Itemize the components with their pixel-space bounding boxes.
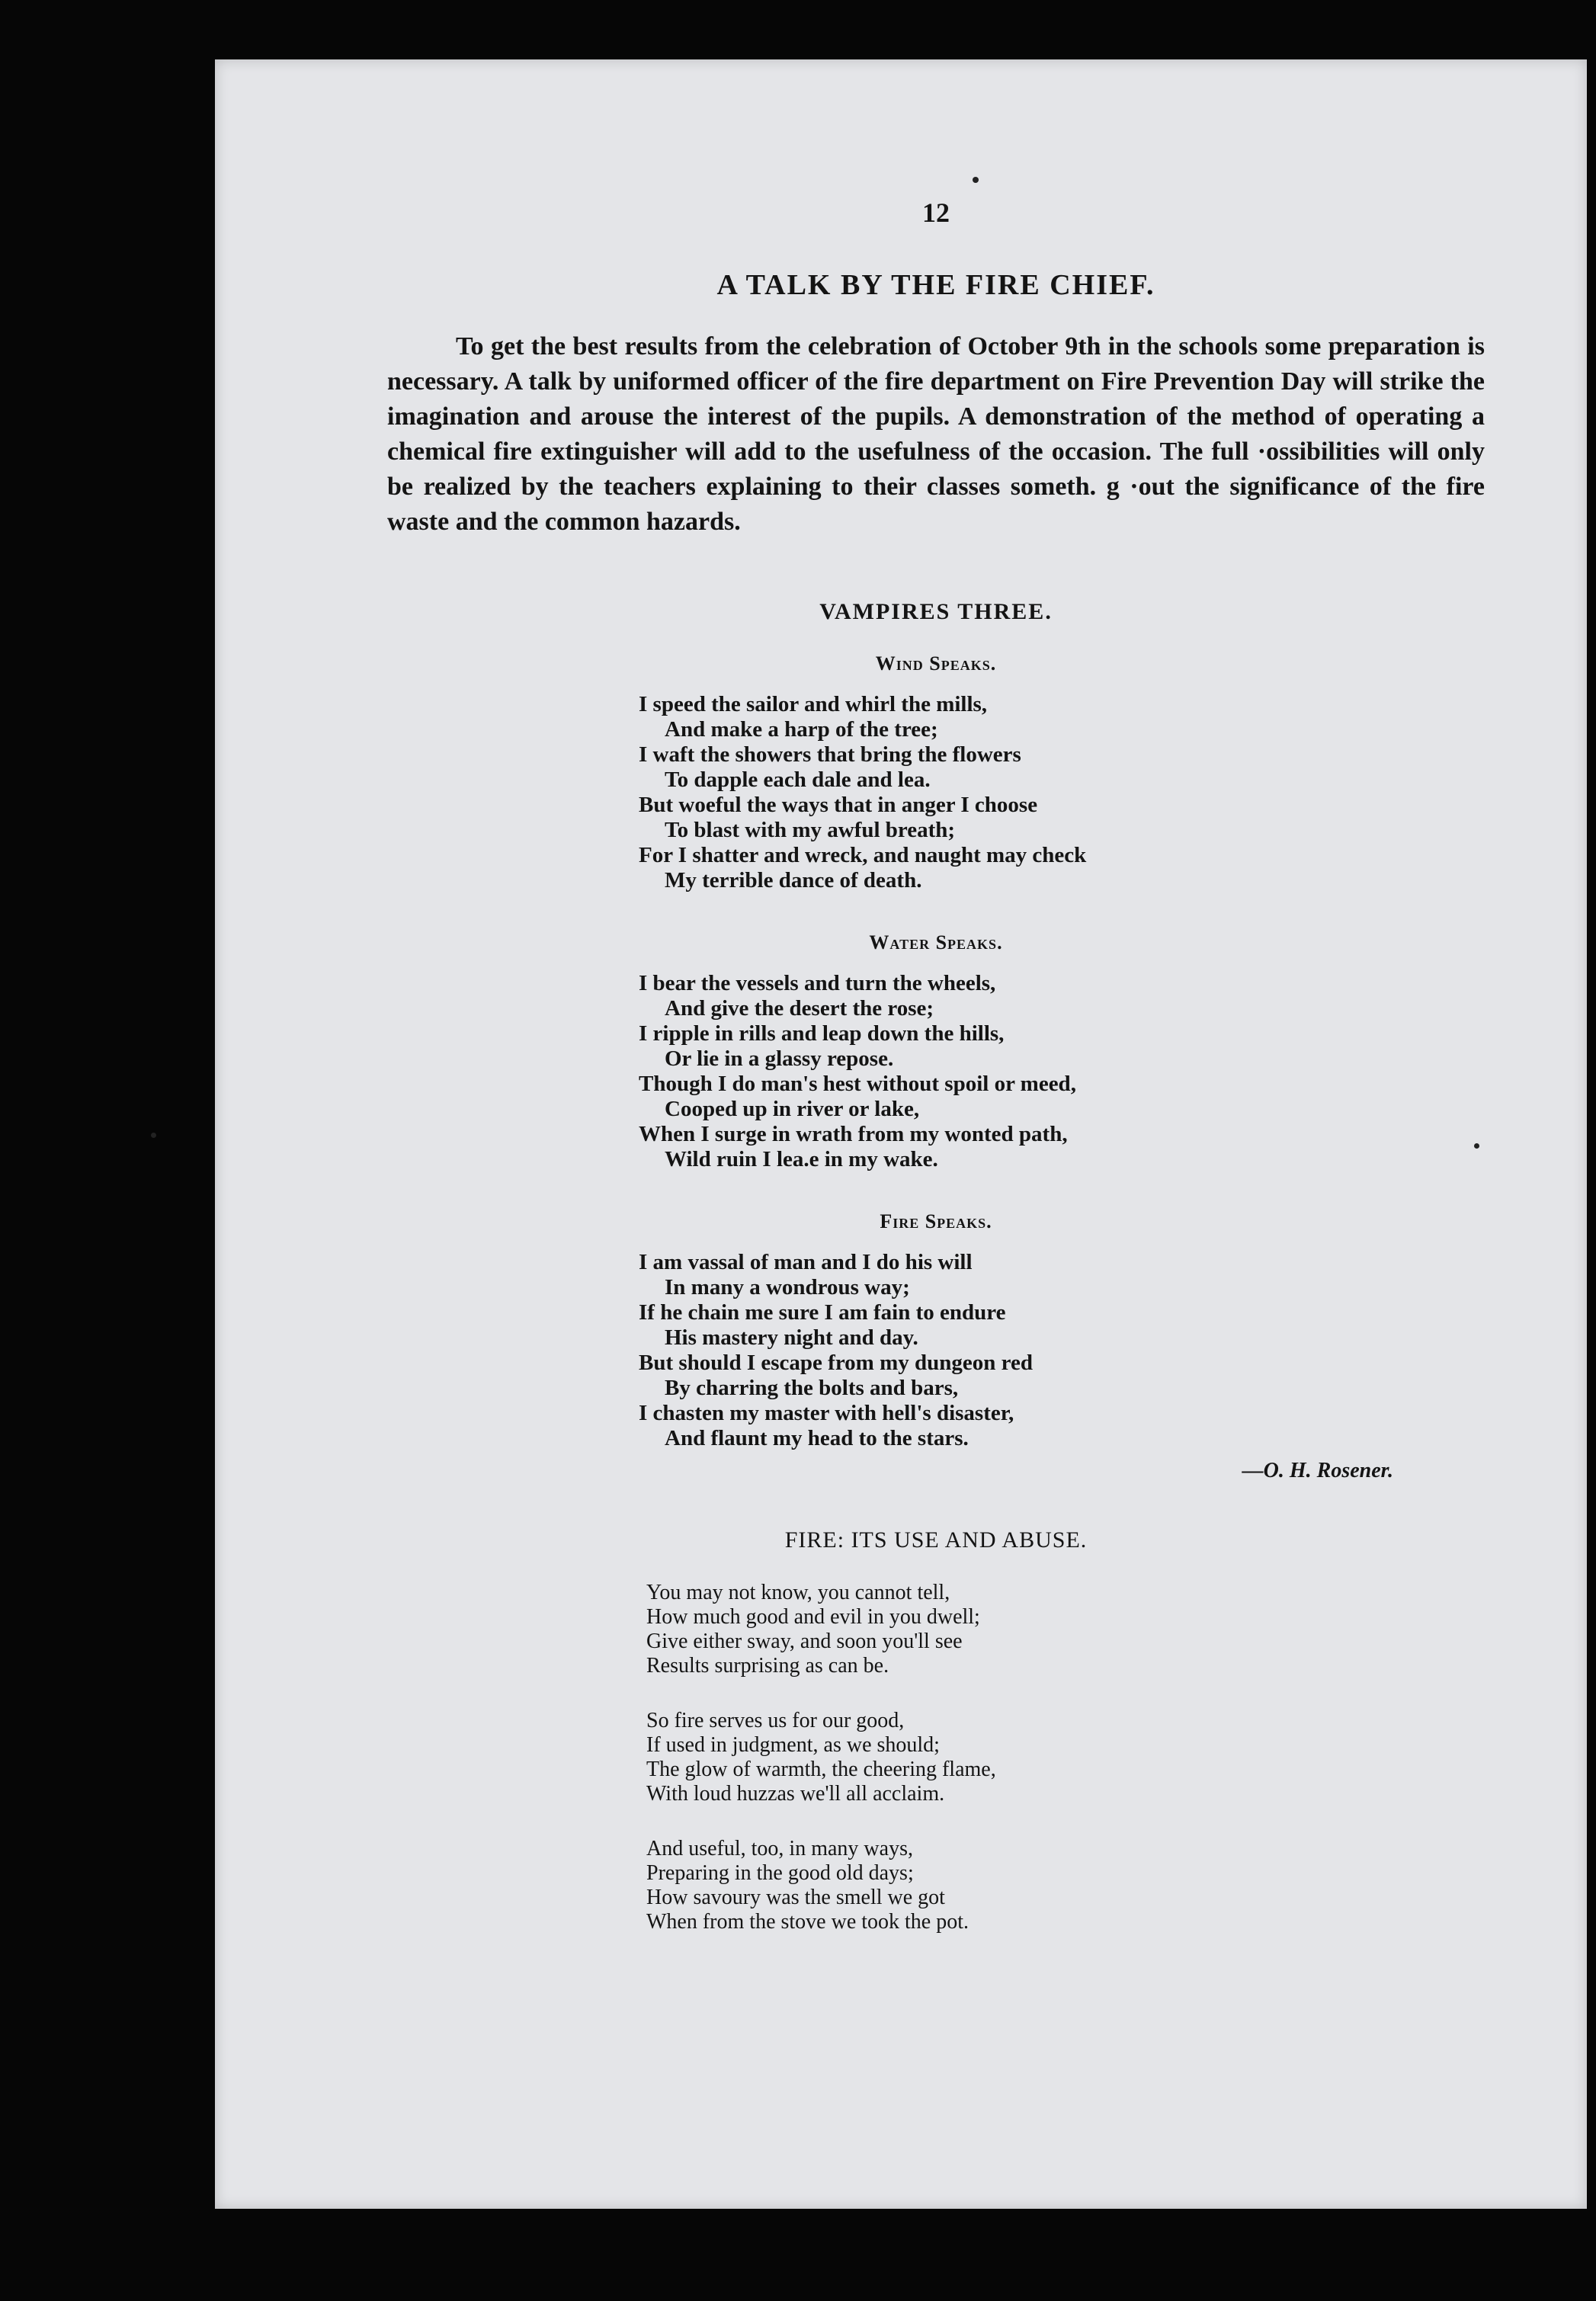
stanza (646, 1837, 1485, 1934)
poem-line: Results surprising as can be. (646, 1654, 889, 1678)
poem-line: And useful, too, in many ways, (646, 1837, 913, 1860)
article-paragraph: To get the best results from the celebration of October 9th in the schools some preparation is necessary. A talk by uniformed officer of the fire department on Fire Prevention Day will strike the imagination and arouse the interest of the pupils. A demonstration of the method of operating a chemical fire extinguisher will add to the usefulness of the occasion. The full ·ossibilities will only be realized by the teachers explaining to their classes someth. g ·out the significance of the fire waste and the common hazards. (387, 332, 1485, 536)
poem-fire-use-and-abuse (387, 1527, 1485, 1934)
stanza-fire (639, 1250, 1485, 1451)
poem-line: I waft the showers that bring the flowers (639, 742, 1021, 767)
poem-line: Cooped up in river or lake, (665, 1097, 920, 1121)
scan-speck (151, 1133, 156, 1138)
poem-line: To dapple each dale and lea. (665, 768, 931, 792)
stanza (646, 1581, 1485, 1678)
poem-line: When I surge in wrath from my wonted path, (639, 1122, 1068, 1146)
poem-line: With loud huzzas we'll all acclaim. (646, 1782, 945, 1806)
poem-line: Wild ruin I lea.e in my wake. (665, 1147, 938, 1171)
poem-line: His mastery night and day. (665, 1325, 918, 1350)
scan-speck (1474, 1143, 1479, 1149)
poem-line: In many a wondrous way; (665, 1275, 910, 1300)
page-content (387, 197, 1485, 1965)
poem-line: And give the desert the rose; (665, 996, 934, 1021)
stanza-water (639, 971, 1485, 1172)
poem-line: You may not know, you cannot tell, (646, 1581, 950, 1604)
poem-line: How much good and evil in you dwell; (646, 1605, 980, 1629)
poem-line: How savoury was the smell we got (646, 1886, 945, 1909)
poem-line: To blast with my awful breath; (665, 818, 956, 842)
stanza (646, 1709, 1485, 1806)
scanned-page (215, 59, 1587, 2209)
poem-line: My terrible dance of death. (665, 868, 922, 893)
poem-line: Preparing in the good old days; (646, 1861, 914, 1885)
page-number: 12 (922, 197, 950, 228)
poem-title: FIRE: ITS USE AND ABUSE. (784, 1527, 1088, 1553)
poem-line: I speed the sailor and whirl the mills, (639, 692, 988, 716)
poem-line: By charring the bolts and bars, (665, 1376, 959, 1400)
poem-line: And flaunt my head to the stars. (665, 1426, 969, 1450)
poem-vampires-three (387, 599, 1485, 1483)
poem-line: Though I do man's hest without spoil or meed, (639, 1072, 1076, 1096)
poem-line: I ripple in rills and leap down the hills, (639, 1021, 1005, 1046)
poem-line: And make a harp of the tree; (665, 717, 938, 742)
poem-attribution: —O. H. Rosener. (1242, 1459, 1393, 1482)
article-title: A TALK BY THE FIRE CHIEF. (716, 269, 1155, 301)
poem-line: Give either sway, and soon you'll see (646, 1630, 963, 1653)
poem-line: But woeful the ways that in anger I choose (639, 793, 1038, 817)
poem-line: So fire serves us for our good, (646, 1709, 905, 1732)
stanza-heading-wind: Wind Speaks. (875, 652, 997, 675)
poem-line: If used in judgment, as we should; (646, 1733, 940, 1757)
poem-line: If he chain me sure I am fain to endure (639, 1300, 1006, 1325)
poem-line: I am vassal of man and I do his will (639, 1250, 973, 1274)
stanza-heading-fire: Fire Speaks. (880, 1210, 992, 1232)
poem-line: But should I escape from my dungeon red (639, 1351, 1033, 1375)
poem-line: I chasten my master with hell's disaster, (639, 1401, 1014, 1425)
poem-line: The glow of warmth, the cheering flame, (646, 1758, 996, 1781)
poem-title: VAMPIRES THREE. (819, 599, 1053, 624)
stanza-heading-water: Water Speaks. (869, 931, 1003, 953)
poem-line: For I shatter and wreck, and naught may check (639, 843, 1087, 867)
poem-line: I bear the vessels and turn the wheels, (639, 971, 996, 995)
stanza-wind (639, 692, 1485, 893)
poem-line: When from the stove we took the pot. (646, 1910, 969, 1934)
scan-speck (973, 177, 979, 183)
poem-line: Or lie in a glassy repose. (665, 1046, 894, 1071)
